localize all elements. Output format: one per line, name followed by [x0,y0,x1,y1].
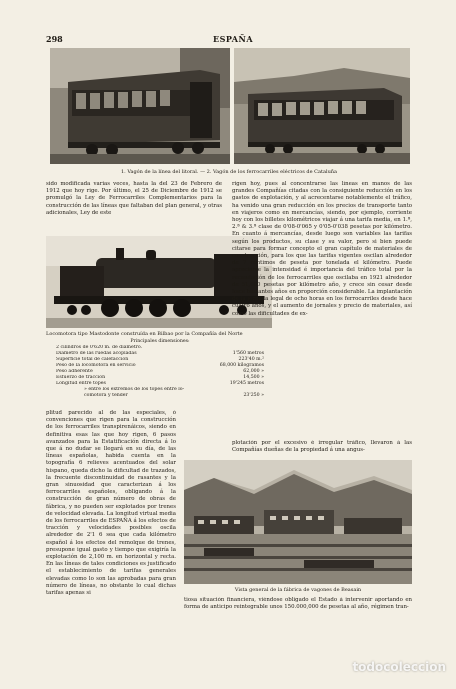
paragraph: plotación por el excesivo é irregular tráfico, llevaron á las Compañías dueñas de la propiedad á una angus- [232,440,412,454]
spec-value: 68,000 kilogramos [219,363,264,368]
caption-factory: Vista general de la fábrica de vagones de Beasain [234,587,362,593]
paragraph: tiosa situación financiera, viéndose obligado el Estado á intervenir aportando en forma de anticipo reintegrable unos 150.000,000 de pesetas al año, régimen tran- [184,597,412,611]
spec-value: 19'245 metros [229,381,264,386]
spec-value: 23'250 » [243,393,264,398]
spec-value: 1'560 metros [232,351,264,356]
spec-label: 2 cilindros de 0'620 m. de diámetro. [56,345,143,350]
specs-heading: Principales dimensiones: [130,339,190,344]
spec-label: » entre los extremos de los topes entre lo- [84,387,185,392]
paragraph: sido modificada varias veces, hasta la del 23 de Febrero de 1912 que hoy rige. Por último, el 25 de Diciembre de 1912 se promulgó la Ley de Ferrocarriles Complementarios para la construcción de las líneas que faltaban del plan general, y otras adicionales, Ley de este [46,181,222,216]
spec-label: Longitud entre topes [56,381,106,386]
text-left-mid [46,410,176,638]
text-right-top [232,181,412,439]
paragraph: rigen hoy, pues al concentrarse las líneas en manos de las grandes Compañías citadas con la consiguiente reducción en los gastos de explotación, y al acrecentarse notablemente el tráfico, ha venido una gran reducción en los precios de transporte tanto en viajeros como en mercancías, siendo, por ejemplo, corriente hoy con los billetes kilométricos viajar á una tarifa media, en 1.ª, 2.ª & 3.ª clase de 0'08-0'065 y 0'05-0'038 pesetas por kilómetro. En cuanto á mercancías, desde luego son variables las tarifas según los productos, su clase y su valor, pero si bien puede citarse para formar concepto el gran capítulo de materiales de construcción, para los que las tarifas vigentes oscilan alrededor de 7 céntimos de peseta por tonelada el kilómetro. Puede apreciarse la intensidad é importancia del tráfico total por la recaudación de los ferrocarriles que oscilaba en 1921 alrededor de 51,000 pesetas por kilómetro año, y crece sin cesar desde hace bastantes años en proporción considerable. La implantación de la jornada legal de ocho horas en los ferrocarriles desde hace cuatro años, y el aumento de jornales y precio de materiales, así como las dificultades de ex- [232,181,412,317]
text-left-top [46,181,222,235]
watermark-logo: todocoleccion [352,660,446,674]
page-number: 298 [46,34,63,44]
spec-value: 62,000 » [243,369,264,374]
spec-label: Esfuerzo de tracción [56,375,106,380]
spec-value: 223'40 m.² [238,357,264,362]
photo-coach-litoral [50,48,230,164]
running-title: ESPAÑA [213,34,254,44]
spec-value: 14,500 » [243,375,264,380]
photo-coach-cataluna [234,48,410,164]
paragraph: plitud parecido al de las especiales, ó convenciones que rigen para la construcción de los ferrocarriles transpirenáicos, siendo en definitiva esas las que hoy rigen, 6 pasos avanzados para la Estatificación directa á lo que á no dudar se llegará en su día, de las líneas españolas, habida cuenta en la topografía 6 relieves acentuados del solar hispano, queda dicho la dificultad de trazados, la frecuente discontinuidad de rasantes y la gran sinuosidad que caracterizan á los ferrocarriles españoles, obligando á la construcción de gran número de obras de fábrica, y no pueden ser explotados por trenes de velocidad elevada. La longitud virtual media de los ferrocarriles de ESPAÑA á los efectos de tracción y velocidades posibles oscila alrededor de 2'1 6 sea que cada kilómetro español á los efectos del remolque de trenes, presupone igual gasto y tiempo que exigiría la explotación de 2,100 m. en horizontal y recta. En las líneas de tales condiciones es justificado el establecimiento de tarifas generales elevadas como lo son las aprobadas para gran número de líneas, no obstante lo cual dichas tarifas apenas si [46,410,176,597]
spec-label: Peso adherente [56,369,93,374]
spec-label: Diámetro de las ruedas acopladas [56,351,137,356]
photo-factory-beasain [184,460,412,584]
caption-coaches: 1. Vagón de la línea del litoral. — 2. Vagón de los ferrocarriles eléctricos de Cataluña [120,169,338,175]
spec-label: Peso de la locomotora en servicio [56,363,136,368]
spec-label: comotora y ténder [84,393,128,398]
text-right-mid [232,440,412,455]
spec-label: Superficie total de calefacción [56,357,129,362]
caption-locomotive: Locomotora tipo Mastodonte construída en Bilbao por la Compañía del Norte [46,331,243,337]
text-bottom-right [184,597,412,633]
